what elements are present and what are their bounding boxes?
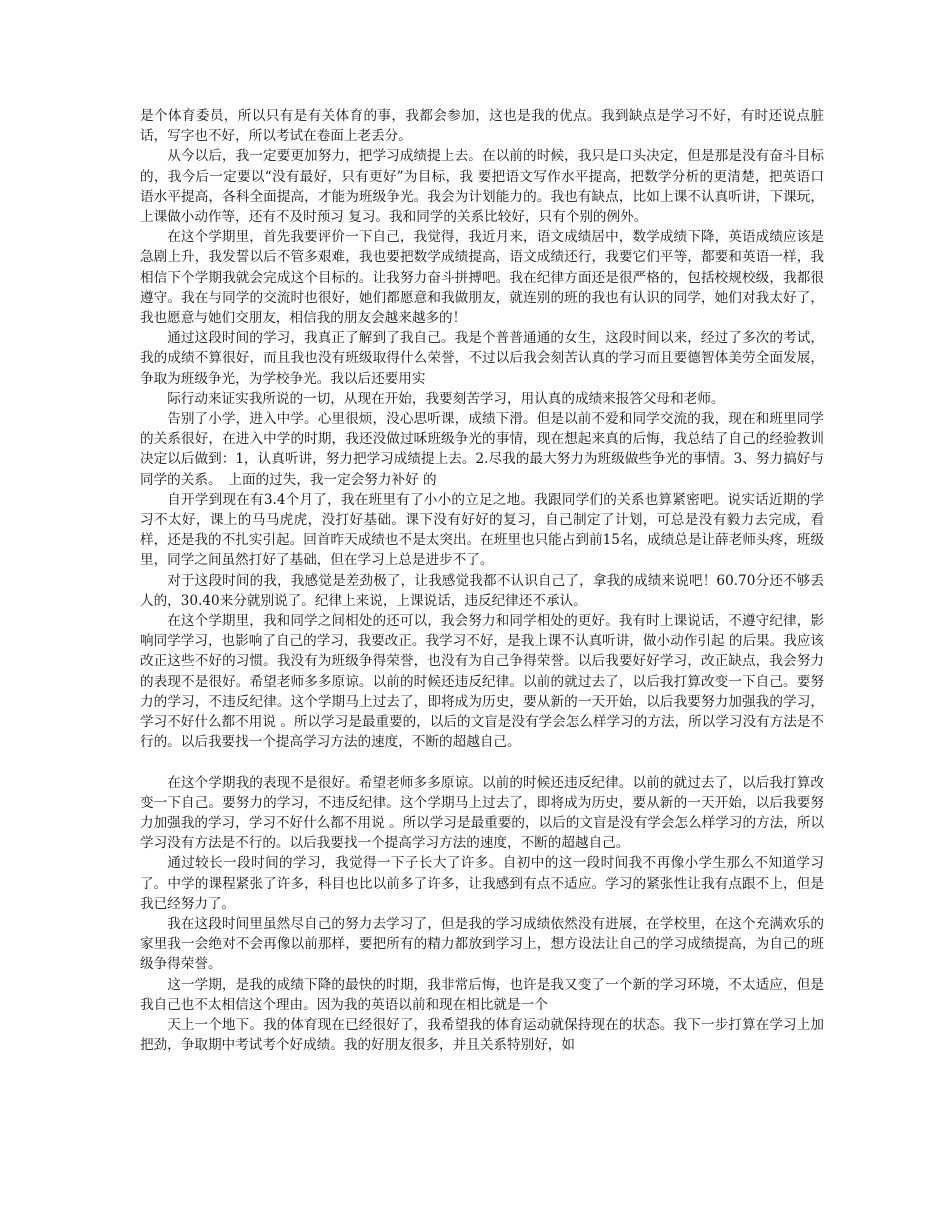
paragraph-7: 自开学到现在有3.4个月了，我在班里有了小小的立足之地。我跟同学们的关系也算紧密吧。说实话近期的学习不太好，课上的马马虎虎，没打好基础。课下没有好好的复习，自己制定了计划，可总是没有毅力去完成，看样，还是我的不扎实引起。回首昨天成绩也不是太突出。在班里也只能占到前15名，成绩总是让薛老师头疼，班级里，同学之间虽然打好了基础，但在学习上总是进步不了。	[140, 491, 824, 569]
paragraph-2: 从今以后，我一定要更加努力，把学习成绩提上去。在以前的时候，我只是口头决定，但是那是没有奋斗目标的，我今后一定要以“没有最好，只有更好”为目标，我 要把语文写作水平提高，把数学分析的更清楚，把英语口语水平提高，各科全面提高，才能为班级争光。我会为计划能力的。我也有缺点，比如上课不认真听讲，下课玩，上课做小动作等，还有不及时预习 复习。我和同学的关系比较好，只有个别的例外。	[140, 148, 824, 226]
paragraph-9: 在这个学期里，我和同学之间相处的还可以，我会努力和同学相处的更好。我有时上课说话，不遵守纪律，影响同学学习，也影响了自己的学习，我要改正。我学习不好，是我上课不认真听讲，做小动作引起 的后果。我应该改正这些不好的习惯。我没有为班级争得荣誉，也没有为自己争得荣誉。以后我要好好学习，改正缺点，我会努力的表现不是很好。希望老师多多原谅。以前的时候还违反纪律。以前的就过去了，以后我打算改变一下自己。要努力的学习，不违反纪律。这个学期马上过去了，即将成为历史，要从新的一天开始，以后我要努力加强我的学习，学习不好什么都不用说 。所以学习是最重要的，以后的文盲是没有学会怎么样学习的方法，所以学习没有方法是不行的。以后我要找一个提高学习方法的速度，不断的超越自己。	[140, 613, 825, 751]
paragraph-4: 通过这段时间的学习，我真正了解到了我自己。我是个普普通通的女生，这段时间以来，经过了多次的考试，我的成绩不算很好，而且我也没有班级取得什么荣誉，不过以后我会刻苦认真的学习而且要德智体美劳全面发展，争取为班级争光，为学校争光。我以后还要用实	[140, 330, 824, 387]
paragraph-3: 在这个学期里，首先我要评价一下自己，我觉得，我近月来，语文成绩居中，数学成绩下降，英语成绩应该是急剧上升，我发誓以后不管多艰难，我也要把数学成绩提高，语文成绩还行，我要它们平等，都要和英语一样，我相信下个学期我就会完成这个目标的。让我努力奋斗拼搏吧。我在纪律方面还是很严格的，包括校规校级，我都很遵守。我在与同学的交流时也很好，她们都愿意和我做朋友，就连别的班的我也有认识的同学，她们对我太好了，我也愿意与她们交朋友，相信我的朋友会越来越多的！	[140, 229, 824, 327]
paragraph-10: 在这个学期我的表现不是很好。希望老师多多原谅。以前的时候还违反纪律。以前的就过去了，以后我打算改变一下自己。要努力的学习，不违反纪律。这个学期马上过去了，即将成为历史，要从新的一天开始，以后我要努力加强我的学习，学习不好什么都不用说 。所以学习是最重要的，以后的文盲是没有学会怎么样学习的方法，所以学习没有方法是不行的。以后我要找一个提高学习方法的速度，不断的超越自己。	[140, 774, 825, 852]
document-body	[140, 106, 824, 1055]
paragraph-13: 这一学期，是我的成绩下降的最快的时期，我非常后悔，也许是我又变了一个新的学习环境，不太适应，但是我自己也不太相信这个理由。因为我的英语以前和现在相比就是一个	[140, 976, 824, 1013]
paragraph-6: 告别了小学，进入中学。心里很烦，没心思听课，成绩下滑。但是以前不爱和同学交流的我，现在和班里同学的关系很好，在进入中学的时期，我还没做过咊班级争光的事情，现在想起来真的后悔，我总结了自己的经验教训决定以后做到：1，认真听讲，努力把学习成绩提上去。2.尽我的最大努力为班级做些争光的事情。3、努力搞好与同学的关系。 上面的过失，我一定会努力补好 的	[140, 411, 824, 488]
paragraph-14: 天上一个地下。我的体育现在已经很好了，我希望我的体育运动就保持现在的状态。我下一步打算在学习上加把劲，争取期中考试考个好成绩。我的好朋友很多，并且关系特别好，如	[140, 1016, 824, 1054]
paragraph-5: 际行动来证实我所说的一切，从现在开始，我要刻苦学习，用认真的成绩来报答父母和老师。	[167, 390, 725, 407]
paragraph-1: 是个体育委员，所以只有是有关体育的事，我都会参加，这也是我的优点。我到缺点是学习不好，有时还说点脏话，写字也不好，所以考试在卷面上老丢分。	[140, 108, 824, 145]
paragraph-12: 我在这段时间里虽然尽自己的努力去学习了，但是我的学习成绩依然没有进展，在学校里，在这个充满欢乐的家里我一会绝对不会再像以前那样，要把所有的精力都放到学习上，想方设法让自己的学习成绩提高，为自己的班级争得荣誉。	[140, 915, 824, 973]
paragraph-8: 对于这段时间的我，我感觉是差劲极了，让我感觉我都不认识自己了，拿我的成绩来说吧！60.70分还不够丢人的，30.40来分就别说了。纪律上来说，上课说话，违反纪律还不承认。	[140, 572, 824, 609]
paragraph-11: 通过较长一段时间的学习，我觉得一下子长大了许多。自初中的这一段时间我不再像小学生那么不知道学习了。中学的课程紧张了许多，科目也比以前多了许多，让我感到有点不适应。学习的紧张性让我有点跟不上，但是我已经努力了。	[140, 855, 824, 912]
